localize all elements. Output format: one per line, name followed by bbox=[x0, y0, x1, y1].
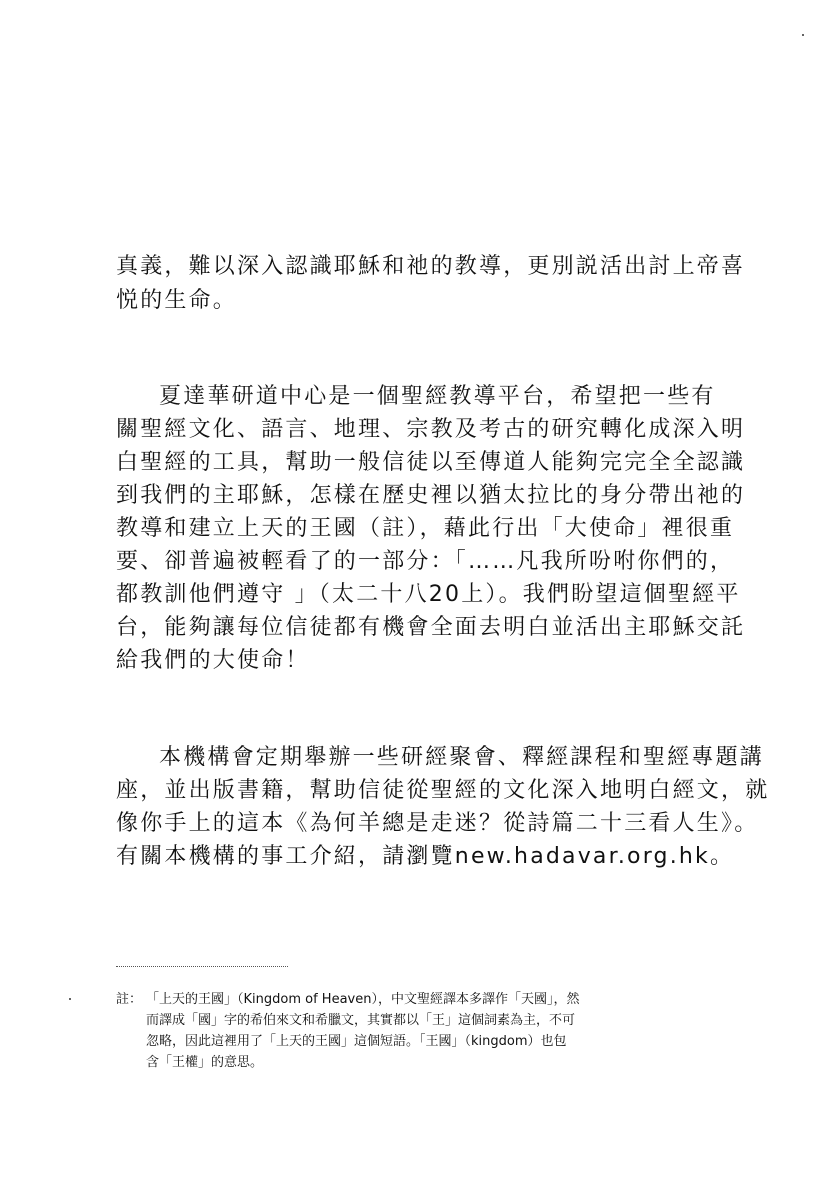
body-line-8: 要、卻普遍被輕看了的一部分：「……凡我所吩咐你們的， bbox=[116, 549, 735, 574]
footnote-first-row bbox=[116, 989, 696, 1010]
body-line-4: 關聖經文化、語言、地理、宗教及考古的研究轉化成深入明 bbox=[116, 417, 746, 442]
footnote-line-4: 含「王權」的意思。 bbox=[146, 1055, 264, 1070]
footnote-divider bbox=[116, 966, 288, 967]
body-line-6: 到我們的主耶穌，怎樣在歷史裡以猶太拉比的身分帶出祂的 bbox=[116, 483, 746, 508]
footnote-row-4 bbox=[116, 1052, 696, 1073]
scan-speck bbox=[802, 34, 804, 36]
body-line-2: 悦的生命。 bbox=[116, 288, 238, 313]
body-line-5: 白聖經的工具，幫助一般信徒以至傳道人能夠完完全全認識 bbox=[116, 450, 746, 475]
footnote-label: 註： bbox=[116, 992, 143, 1007]
footnote-row-3 bbox=[116, 1031, 696, 1052]
footnote-line-1: 「上天的王國」（Kingdom of Heaven），中文聖經譯本多譯作「天國」，然 bbox=[146, 992, 580, 1007]
body-line-11: 給我們的大使命！ bbox=[116, 648, 310, 673]
scan-speck bbox=[69, 998, 71, 1000]
body-line-9: 都教訓他們遵守 」（太二十八20上）。我們盼望這個聖經平 bbox=[116, 582, 741, 607]
body-line-15: 有關本機構的事工介紹，請瀏覽new.hadavar.org.hk。 bbox=[116, 844, 735, 869]
body-line-13: 座，並出版書籍，幫助信徒從聖經的文化深入地明白經文，就 bbox=[116, 778, 770, 803]
footnote-line-3: 忽略，因此這裡用了「上天的王國」這個短語。「王國」（kingdom）也包 bbox=[146, 1034, 567, 1049]
footnote-row-2 bbox=[116, 1010, 696, 1031]
body-line-1: 真義，難以深入認識耶穌和祂的教導，更別説活出討上帝喜 bbox=[116, 254, 746, 279]
body-line-14: 像你手上的這本《為何羊總是走迷？從詩篇二十三看人生》。 bbox=[116, 811, 759, 836]
body-line-10: 台，能夠讓每位信徒都有機會全面去明白並活出主耶穌交託 bbox=[116, 615, 746, 640]
footnote-line-2: 而譯成「國」字的希伯來文和希臘文，其實都以「王」這個詞素為主，不可 bbox=[146, 1013, 576, 1028]
body-line-3: 夏達華研道中心是一個聖經教導平台，希望把一些有 bbox=[159, 384, 716, 409]
body-line-7: 教導和建立上天的王國（註），藉此行出「大使命」裡很重 bbox=[116, 516, 735, 541]
footnote bbox=[116, 989, 696, 1073]
body-line-12: 本機構會定期舉辦一些研經聚會、釋經課程和聖經專題講 bbox=[159, 745, 765, 770]
